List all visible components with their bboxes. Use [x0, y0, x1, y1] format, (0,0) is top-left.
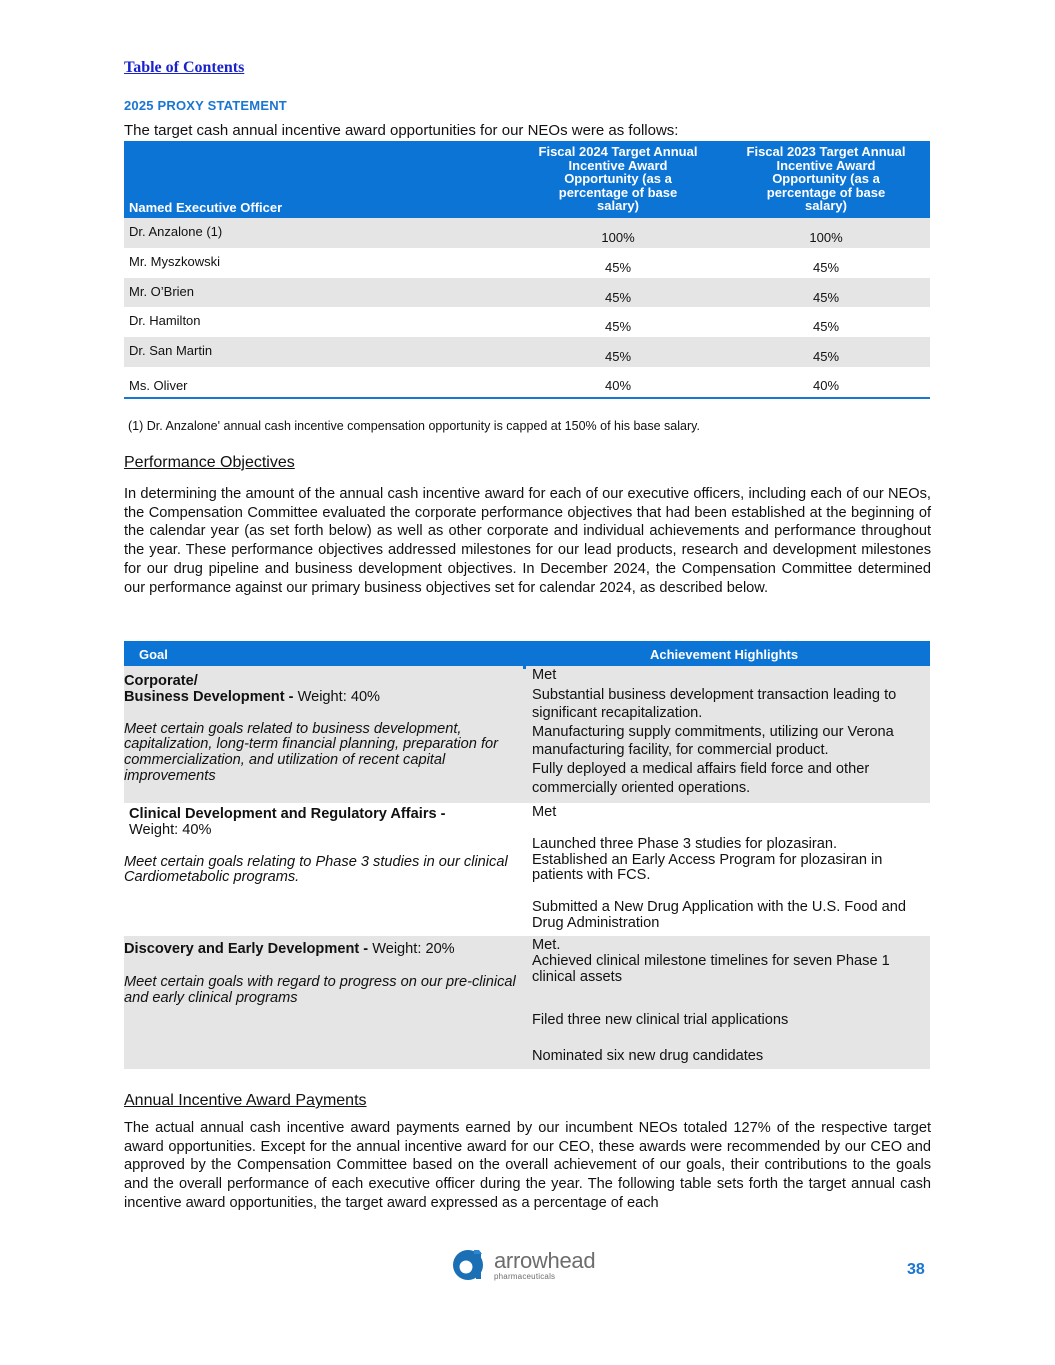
table-row [124, 367, 930, 397]
column-header-achievement: Achievement Highlights [650, 647, 799, 662]
fy2024-value: 45% [604, 289, 632, 305]
column-header-fy2023: Fiscal 2023 Target Annual Incentive Award Opportunity (as a percentage of base salary) [746, 144, 906, 213]
table-header-row [124, 141, 930, 218]
fy2024-value: 40% [604, 377, 632, 393]
column-header-goal: Goal [139, 647, 168, 662]
goals-table-header [124, 641, 930, 666]
goal-row-clinical [124, 803, 930, 936]
officer-name: Ms. Oliver [129, 377, 188, 393]
goal-title: Corporate/ [124, 673, 198, 689]
fy2023-value: 40% [812, 377, 840, 393]
goal-cell [124, 803, 524, 936]
logo-wordmark: arrowhead [494, 1247, 596, 1273]
achievement-status: Met [532, 804, 557, 820]
achievement-item: Fully deployed a medical affairs field force and other commercially oriented operations. [532, 760, 870, 796]
fy2023-value: 100% [809, 230, 843, 245]
annual-incentive-heading: Annual Incentive Award Payments [124, 1092, 367, 1109]
officer-name: Dr. Hamilton [129, 313, 201, 329]
goal-title: Clinical Development and Regulatory Affairs - [129, 806, 446, 822]
table-of-contents-link[interactable]: Table of Contents [124, 59, 245, 76]
fy2024-value: 100% [601, 230, 635, 245]
table-bottom-rule [124, 397, 930, 399]
fy2023-value: 45% [812, 289, 840, 305]
goals-table [124, 641, 930, 1069]
logo-subtitle: pharmaceuticals [494, 1271, 556, 1281]
performance-objectives-heading: Performance Objectives [124, 454, 295, 471]
fy2023-value: 45% [812, 319, 840, 335]
goal-title: Discovery and Early Development - [124, 941, 373, 957]
fy2023-value: 45% [812, 259, 840, 275]
table-row [124, 218, 930, 248]
goal-cell [124, 936, 524, 1069]
table-footnote: (1) Dr. Anzalone' annual cash incentive compensation opportunity is capped at 150% of his base salary. [128, 419, 700, 433]
achievement-item: Launched three Phase 3 studies for plozasiran. [532, 835, 838, 852]
achievement-item: Filed three new clinical trial applications [532, 1012, 789, 1029]
officer-name: Mr. O’Brien [129, 283, 195, 299]
achievement-item: Substantial business development transaction leading to significant recapitalization. [532, 686, 897, 722]
goal-row-discovery [124, 936, 930, 1069]
officer-name: Dr. San Martin [129, 343, 213, 359]
achievement-cell [524, 666, 930, 803]
target-table-intro: The target cash annual incentive award opportunities for our NEOs were as follows: [124, 122, 679, 139]
table-row [124, 278, 930, 308]
goal-weight: Weight: 40% [297, 688, 381, 705]
achievement-item: Achieved clinical milestone timelines for seven Phase 1 clinical assets [532, 952, 890, 985]
goal-row-corporate [124, 666, 930, 803]
annual-incentive-paragraph: The actual annual cash incentive award payments earned by our incumbent NEOs totaled 127% of the respective target award opportunities. Except for the annual incentive award for our CEO, these awards were recommended by our CEO and approved by the Compensation Committee based on the overall achievement of our goals, their contributions to the goals and the overall performance of each executive officer during the year. The following table sets forth the target annual cash incentive award opportunities, the target award expressed as a percentage of each [124, 1120, 931, 1211]
table-row [124, 337, 930, 367]
officer-name: Mr. Myszkowski [129, 253, 220, 269]
achievement-status: Met. [532, 937, 561, 953]
fy2024-value: 45% [604, 259, 632, 275]
officer-name: Dr. Anzalone (1) [129, 224, 223, 239]
column-header-officer: Named Executive Officer [129, 200, 283, 215]
proxy-statement-header: 2025 PROXY STATEMENT [124, 98, 287, 113]
achievement-cell [524, 936, 930, 1069]
goal-description: Meet certain goals relating to Phase 3 studies in our clinical Cardiometabolic programs. [124, 853, 508, 886]
page-number: 38 [907, 1261, 925, 1278]
achievement-cell [524, 803, 930, 936]
goal-description: Meet certain goals with regard to progress on our pre-clinical and early clinical programs [124, 973, 516, 1006]
fy2024-value: 45% [604, 349, 632, 365]
achievement-item: Established an Early Access Program for plozasiran in patients with FCS. [532, 851, 883, 884]
achievement-item: Nominated six new drug candidates [532, 1048, 764, 1065]
goal-cell [124, 666, 524, 803]
achievement-item: Submitted a New Drug Application with the U.S. Food and Drug Administration [532, 899, 906, 931]
table-row [124, 248, 930, 278]
achievement-status: Met [532, 667, 557, 683]
table-row [124, 307, 930, 337]
arrowhead-logo-icon [452, 1248, 488, 1282]
arrowhead-logo [452, 1248, 595, 1282]
goal-weight: Weight: 40% [129, 821, 212, 838]
fy2024-value: 45% [604, 319, 632, 335]
header-tick-mark [523, 664, 526, 669]
column-header-fy2024: Fiscal 2024 Target Annual Incentive Award Opportunity (as a percentage of base salary) [538, 144, 698, 213]
target-incentive-table [124, 141, 930, 399]
fy2023-value: 45% [812, 349, 840, 365]
goal-weight: Weight: 20% [372, 941, 455, 957]
performance-objectives-paragraph: In determining the amount of the annual cash incentive award for each of our executive officers, including each of our NEOs, the Compensation Committee evaluated the corporate performance objectives that had been established at the beginning of the calendar year (as set forth below) as well as other corporate and individual achievements and performance throughout the year. These performance objectives addressed milestones for our lead products, research and development milestones for our drug pipeline and business development objectives. In December 2024, the Compensation Committee determined our performance against our primary business objectives set for calendar 2024, as described below. [124, 486, 931, 596]
achievement-item: Manufacturing supply commitments, utilizing our Verona manufacturing facility, for commercial product. [532, 723, 894, 759]
goal-description: Meet certain goals related to business development, capitalization, long-term financial planning, preparation for commercialization, and utilization of recent capital improvements [124, 720, 498, 784]
goal-title: Business Development - [124, 688, 298, 705]
